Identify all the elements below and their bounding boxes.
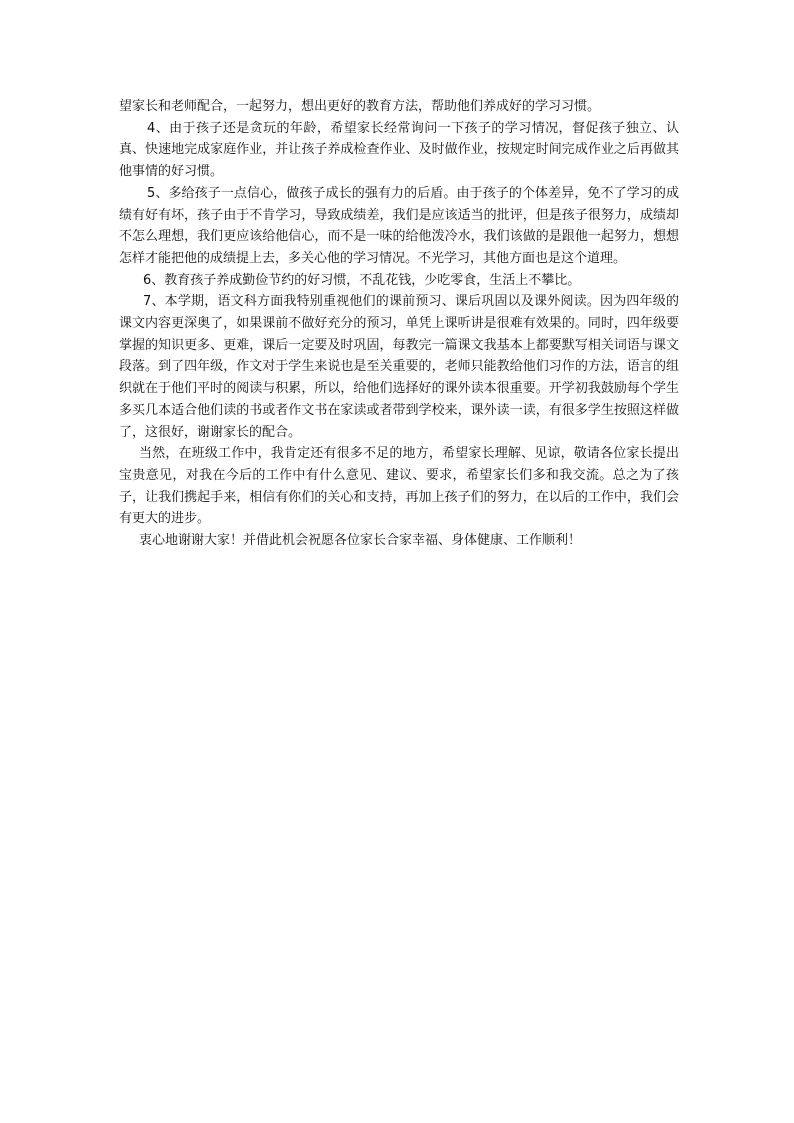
document-body	[119, 96, 679, 552]
paragraph-intro-continuation: 望家长和老师配合，一起努力，想出更好的教育方法，帮助他们养成好的学习习惯。	[119, 99, 601, 114]
paragraph-thanks: 衷心地谢谢大家！并借此机会祝愿各位家长合家幸福、身体健康、工作顺利！	[139, 533, 582, 549]
paragraph-closing-remarks: 当然，在班级工作中，我肯定还有很多不足的地方，希望家长理解、见谅，敬请各位家长提出宝贵意见，对我在今后的工作中有什么意见、建议、要求，希望家长们多和我交流。总之为了孩子，让我们携起手来，相信有你们的关心和支持，再加上孩子们的努力，在以后的工作中，我们会有更大的进步。	[119, 446, 679, 527]
paragraph-item-6: 6、教育孩子养成勤俭节约的好习惯，不乱花钱，少吃零食，生活上不攀比。	[143, 272, 581, 288]
paragraph-item-5: 5、多给孩子一点信心，做孩子成长的强有力的后盾。由于孩子的个体差异，免不了学习的成绩有好有坏，孩子由于不肯学习，导致成绩差，我们是应该适当的批评，但是孩子很努力，成绩却不怎么理想，我们更应该给他信心，而不是一味的给他泼冷水，我们该做的是跟他一起努力，想想怎样才能把他的成绩提上去，多关心他的学习情况。不光学习，其他方面也是这个道理。	[119, 185, 679, 266]
paragraph-item-7: 7、本学期，语文科方面我特别重视他们的课前预习、课后巩固以及课外阅读。因为四年级的课文内容更深奥了，如果课前不做好充分的预习，单凭上课听讲是很难有效果的。同时，四年级要掌握的知识更多、更难，课后一定要及时巩固，每教完一篇课文我基本上都要默写相关词语与课文段落。到了四年级，作文对于学生来说也是至关重要的，老师只能教给他们习作的方法，语言的组织就在于他们平时的阅读与积累，所以，给他们选择好的课外读本很重要。开学初我鼓励每个学生多买几本适合他们读的书或者作文书在家读或者带到学校来，课外读一读，有很多学生按照这样做了，这很好，谢谢家长的配合。	[119, 294, 679, 440]
paragraph-item-4: 4、由于孩子还是贪玩的年龄，希望家长经常询问一下孩子的学习情况，督促孩子独立、认真、快速地完成家庭作业，并让孩子养成检查作业、及时做作业，按规定时间完成作业之后再做其他事情的好习惯。	[119, 120, 679, 180]
